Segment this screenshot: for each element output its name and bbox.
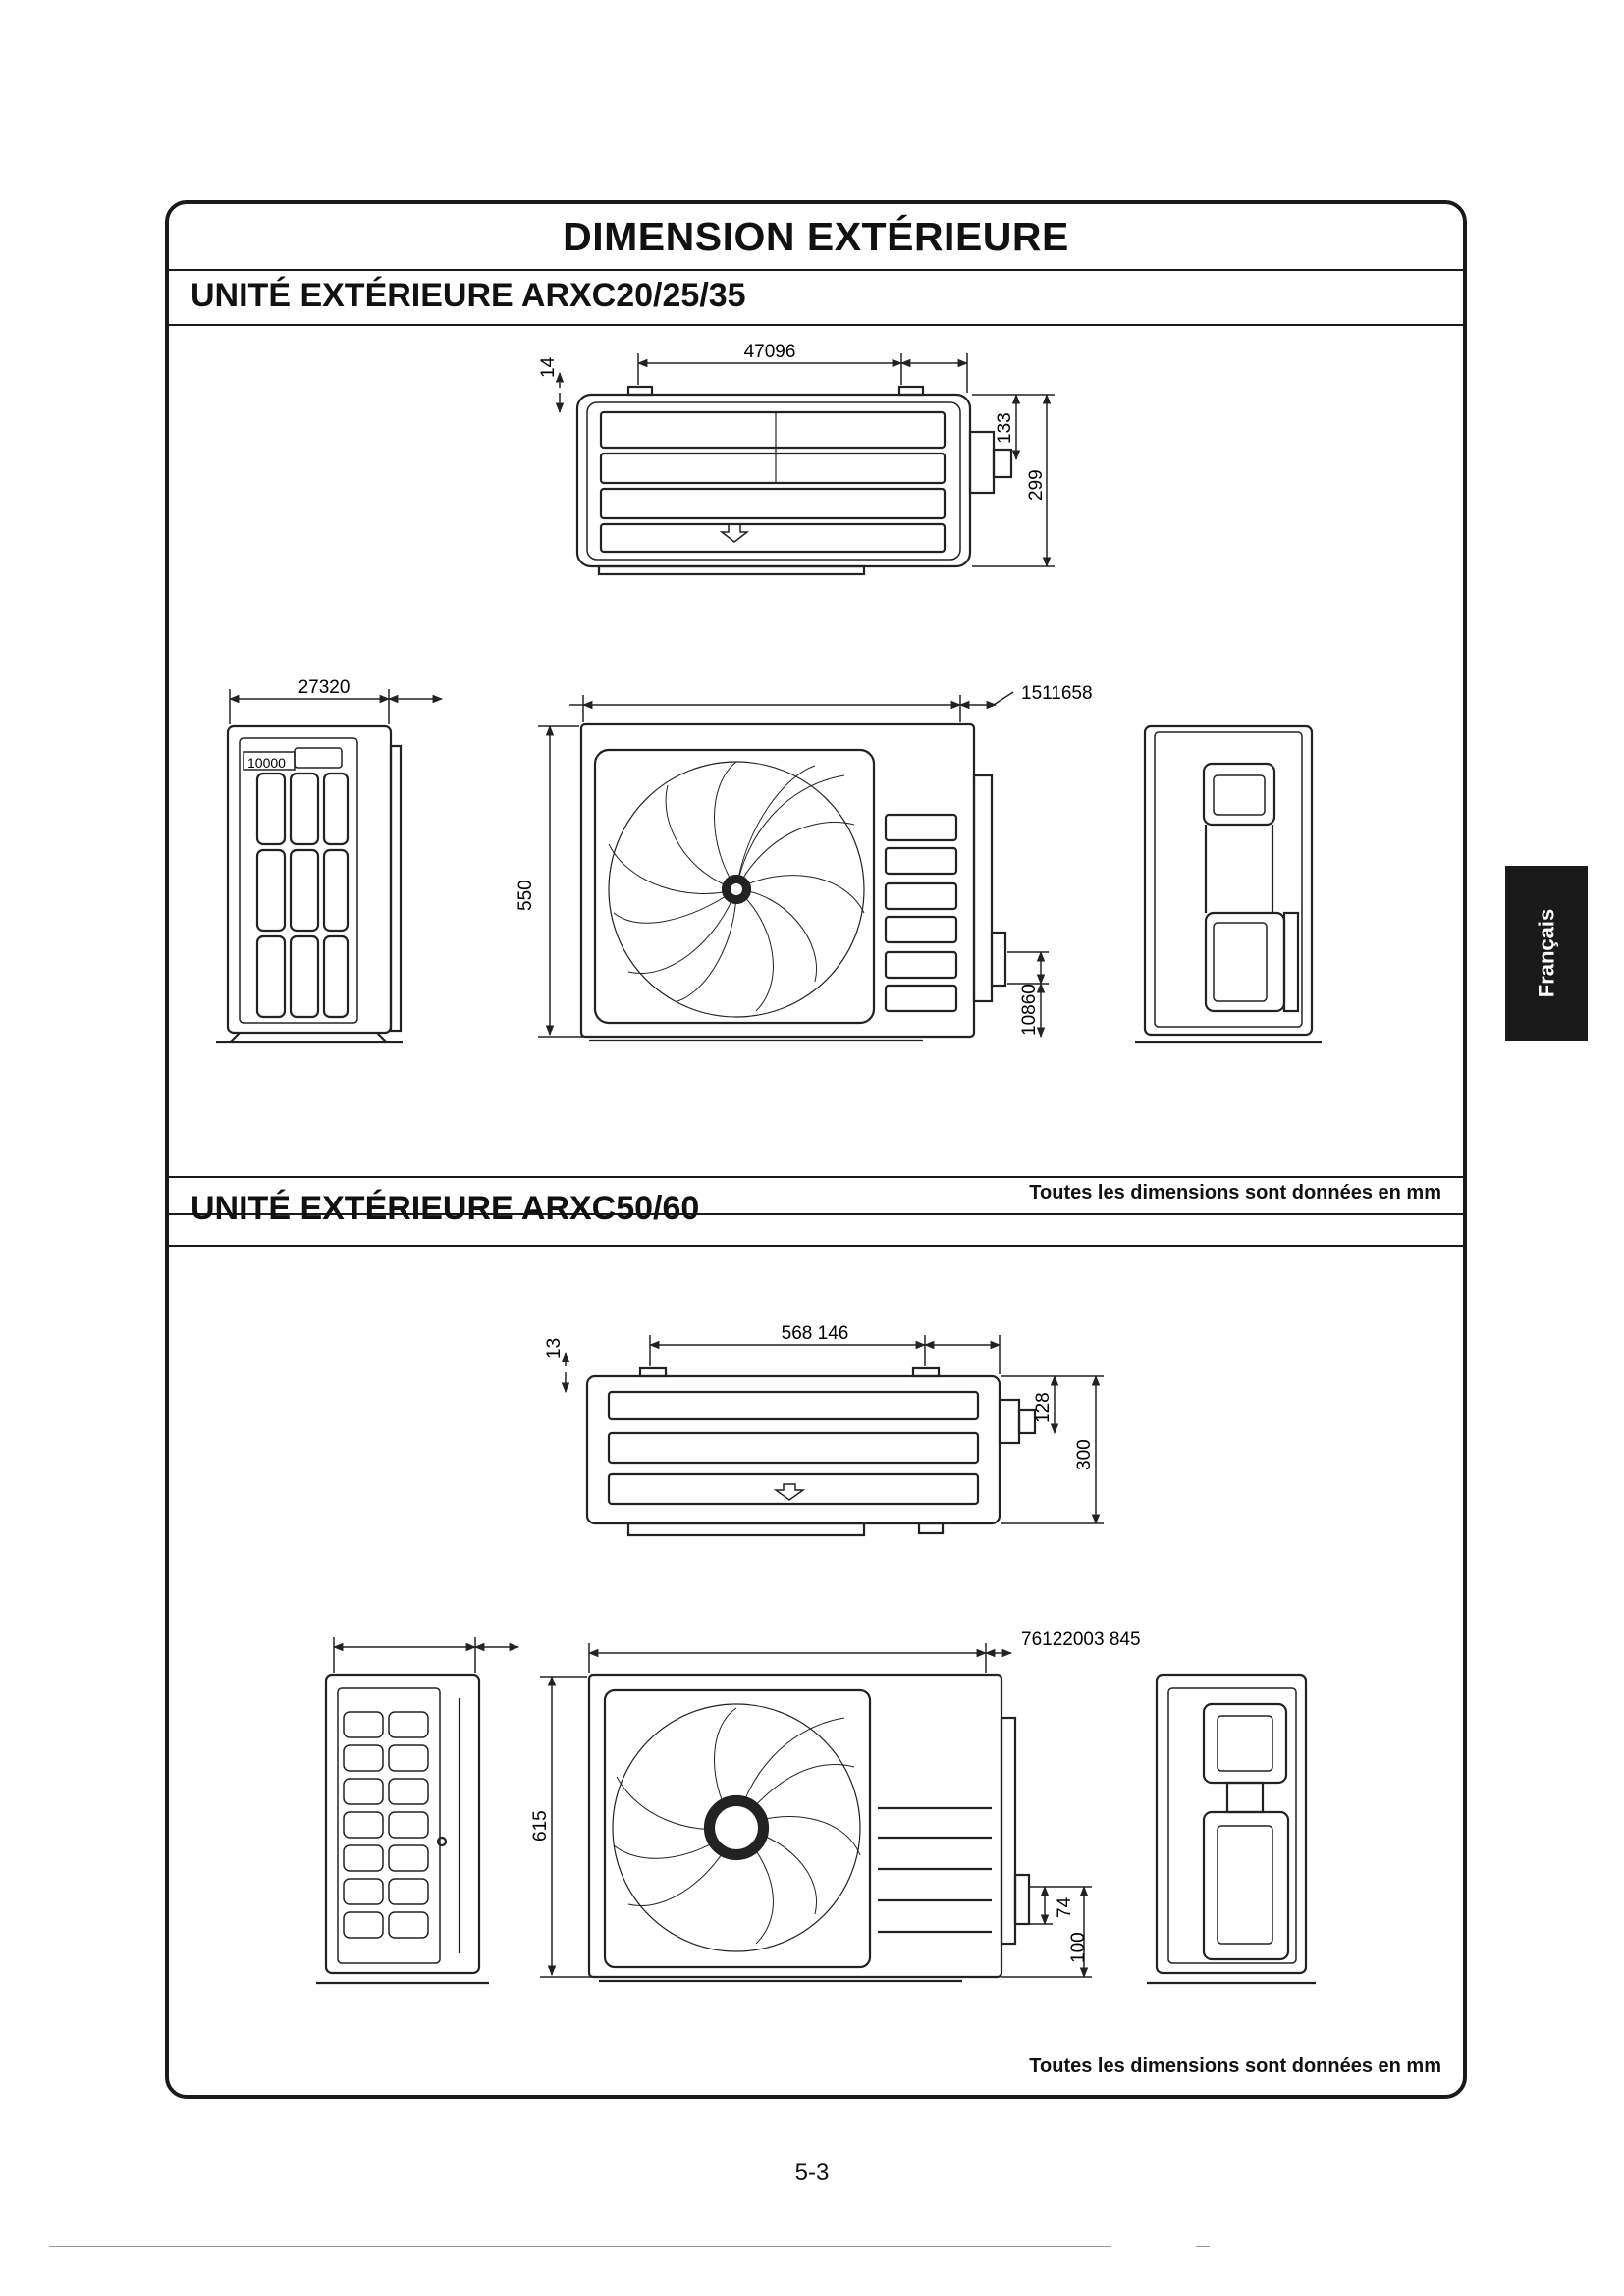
s2-top-width-label: 568 146: [781, 1323, 849, 1344]
s2-front-dims: [540, 1643, 1092, 1977]
section2-title: UNITÉ EXTÉRIEURE ARXC50/60: [190, 1190, 700, 1227]
language-tab: [1505, 866, 1588, 1041]
s2-front-width-label: 76122003 845: [1021, 1629, 1141, 1650]
s2-valve-a-label: 74: [1055, 1896, 1075, 1918]
s1-front-height-label: 550: [515, 880, 536, 911]
s1-side-width-label: 27320: [298, 677, 351, 698]
s2-side-dims: [334, 1637, 518, 1673]
s2-front-view: [589, 1675, 1029, 1981]
s2-top-view: [587, 1368, 1035, 1535]
s2-top-depth-label: 300: [1074, 1439, 1095, 1470]
s1-top-depth-small-label: 133: [995, 412, 1015, 444]
display-label: 10000: [247, 755, 286, 771]
s1-top-width-label: 47096: [743, 342, 796, 362]
s2-side-view-left: [316, 1675, 489, 1983]
s1-side-view-left: [216, 726, 403, 1042]
s1-front-width-label: 1511658: [1021, 683, 1093, 704]
s1-top-depth-label: 299: [1026, 469, 1047, 501]
page-number: 5-3: [794, 2160, 830, 2186]
s1-display: [247, 755, 286, 771]
footer-line: [49, 2246, 1111, 2247]
language-tab-label: Français: [1534, 908, 1558, 998]
page-title: DIMENSION EXTÉRIEURE: [563, 214, 1069, 259]
s1-top-dims: [560, 353, 1055, 566]
footer-dash: [1196, 2246, 1210, 2247]
s2-top-offset-label: 13: [544, 1337, 565, 1359]
section2-note: Toutes les dimensions sont données en mm: [1029, 2056, 1441, 2077]
s2-side-view-right: [1147, 1675, 1316, 1983]
s2-top-depth-small-label: 128: [1033, 1392, 1054, 1423]
s1-top-offset-label: 14: [538, 356, 559, 378]
s1-side-view-right: [1135, 726, 1322, 1042]
s2-valve-b-label: 100: [1068, 1932, 1089, 1963]
s1-top-view: [577, 387, 1011, 574]
s1-front-dims: [538, 692, 1049, 1037]
section1-note: Toutes les dimensions sont données en mm: [1029, 1182, 1441, 1203]
s2-top-dims: [566, 1335, 1104, 1523]
section1-title: UNITÉ EXTÉRIEURE ARXC20/25/35: [190, 277, 746, 314]
s1-front-view: [581, 724, 1005, 1041]
s1-front-valve-label: 10860: [1019, 984, 1040, 1036]
s2-front-height-label: 615: [530, 1810, 551, 1842]
